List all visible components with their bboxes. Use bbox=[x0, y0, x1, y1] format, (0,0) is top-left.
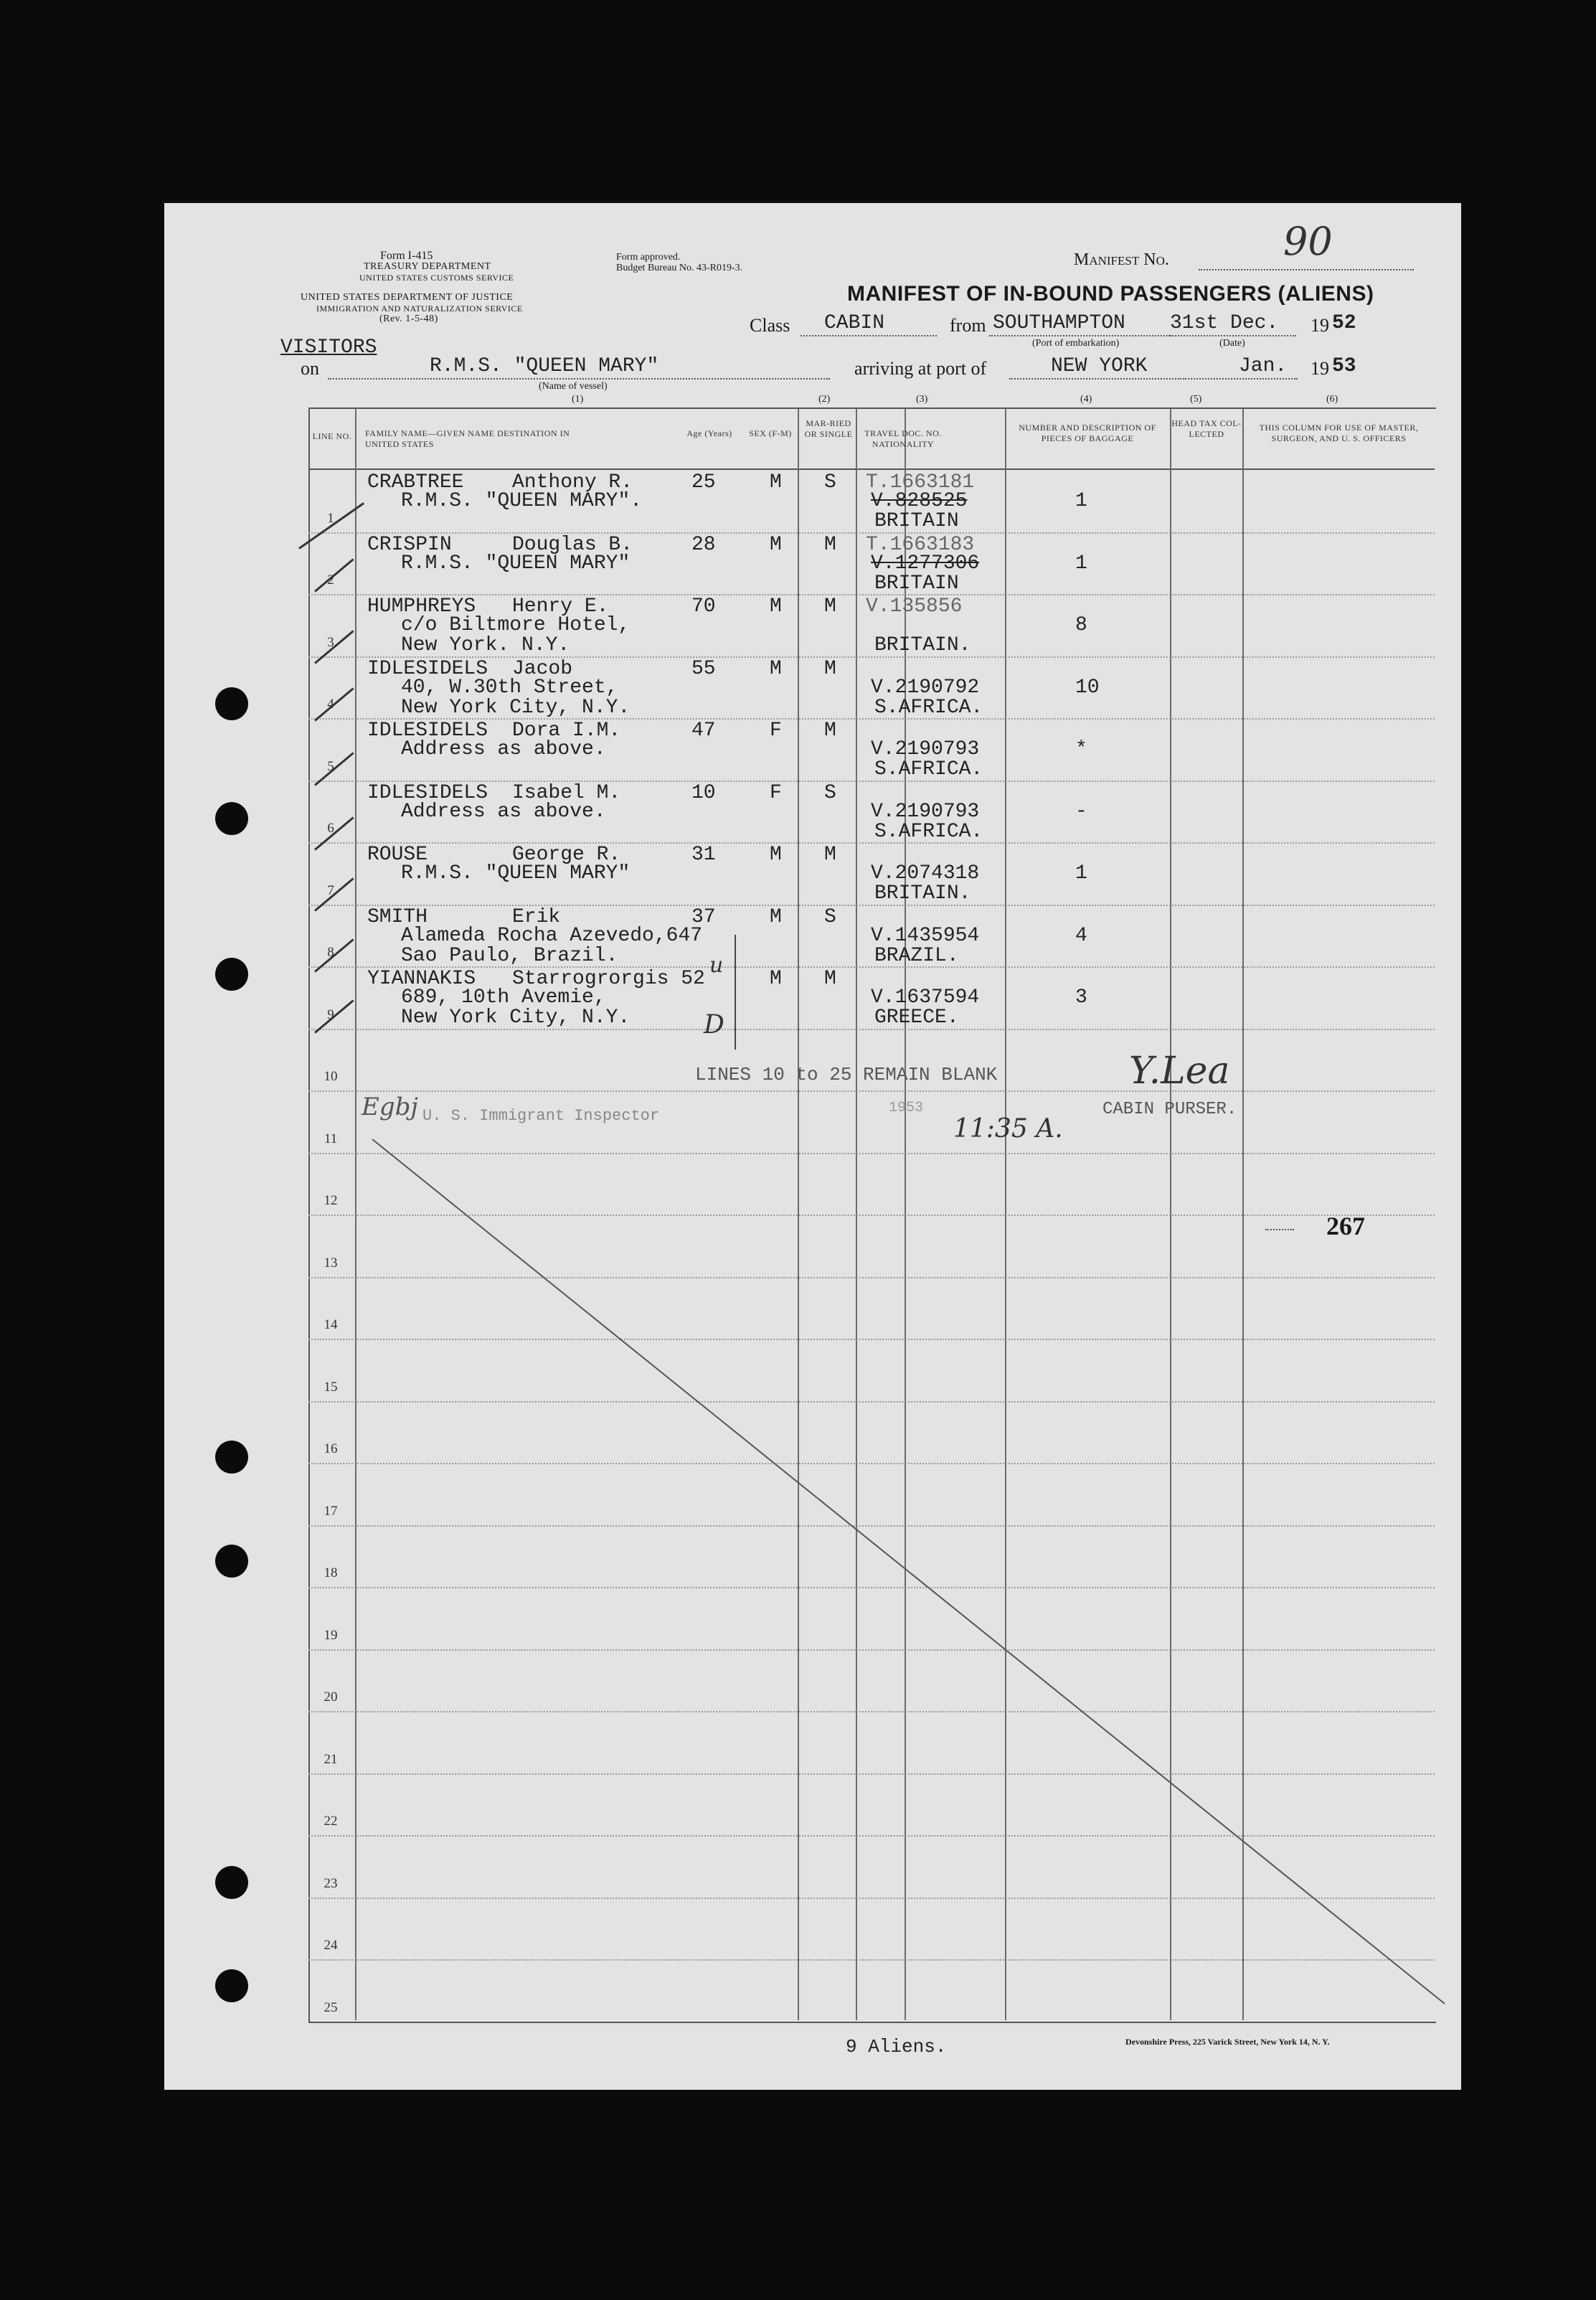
line-number: 22 bbox=[324, 1814, 338, 1829]
hand-mark-d: D bbox=[704, 1010, 724, 1040]
form-approved: Form approved. bbox=[616, 252, 681, 263]
line-number: 8 bbox=[327, 945, 334, 960]
family-name: IDLESIDELS bbox=[367, 657, 488, 680]
given-name: Anthony R. bbox=[512, 471, 633, 494]
marital-status: S bbox=[824, 905, 836, 928]
vessel-name: R.M.S. "QUEEN MARY" bbox=[430, 355, 659, 377]
nationality: S.AFRICA. bbox=[874, 696, 983, 719]
budget-bureau: Budget Bureau No. 43-R019-3. bbox=[616, 263, 743, 273]
class-value: CABIN bbox=[824, 312, 885, 334]
line-number: 1 bbox=[327, 510, 334, 526]
col-num-3: (3) bbox=[916, 394, 928, 405]
baggage-count: 4 bbox=[1075, 924, 1087, 947]
destination: 40, W.30th Street, bbox=[401, 676, 618, 699]
from-label: from bbox=[950, 315, 986, 336]
line-number: 23 bbox=[324, 1875, 338, 1891]
col-num-2: (2) bbox=[818, 394, 831, 405]
destination-2: Sao Paulo, Brazil. bbox=[401, 944, 618, 967]
manifest-no-value: 90 bbox=[1283, 219, 1333, 264]
sex: M bbox=[770, 533, 782, 556]
travel-doc-2: V.828525 bbox=[871, 490, 968, 512]
family-name: CRISPIN bbox=[367, 533, 452, 556]
line-number: 18 bbox=[324, 1565, 338, 1580]
age: 28 bbox=[691, 533, 716, 556]
family-name: SMITH bbox=[367, 905, 428, 928]
stamp-time: 11:35 A. bbox=[953, 1114, 1063, 1144]
family-name: IDLESIDELS bbox=[367, 720, 488, 742]
stamp-year: 1953 bbox=[889, 1100, 924, 1116]
baggage-count: 1 bbox=[1075, 490, 1087, 512]
sex: M bbox=[770, 657, 782, 680]
sex: M bbox=[770, 905, 782, 928]
line-number: 17 bbox=[324, 1503, 338, 1519]
purser-signature: Y.Lea bbox=[1129, 1050, 1230, 1093]
sex: M bbox=[770, 595, 782, 618]
baggage-count: 3 bbox=[1075, 986, 1087, 1009]
col-head-headtax: HEAD TAX COL-LECTED bbox=[1171, 418, 1242, 439]
nationality: GREECE. bbox=[874, 1007, 959, 1029]
given-name: Erik bbox=[512, 905, 561, 928]
col-head-married: MAR-RIED OR SINGLE bbox=[804, 418, 853, 439]
line-number: 21 bbox=[324, 1751, 338, 1767]
lines-blank-note: LINES 10 to 25 REMAIN BLANK bbox=[695, 1064, 998, 1085]
nationality: S.AFRICA. bbox=[874, 820, 983, 843]
sex: F bbox=[770, 720, 782, 742]
line-number: 5 bbox=[327, 758, 334, 774]
line-number: 16 bbox=[324, 1441, 338, 1456]
given-name: Jacob bbox=[512, 657, 573, 680]
line-number: 9 bbox=[327, 1007, 334, 1022]
date-caption: (Date) bbox=[1219, 338, 1245, 349]
sex: M bbox=[770, 968, 782, 990]
form-number: Form I-415 bbox=[380, 250, 433, 262]
visitors-label: VISITORS bbox=[280, 336, 377, 359]
nationality: BRAZIL. bbox=[874, 944, 959, 967]
col-head-baggage: NUMBER AND DESCRIPTION OF PIECES OF BAGGAGE bbox=[1019, 423, 1156, 443]
marital-status: M bbox=[824, 595, 836, 618]
purser-title: CABIN PURSER. bbox=[1102, 1100, 1237, 1119]
baggage-count: - bbox=[1075, 800, 1087, 823]
marital-status: M bbox=[824, 533, 836, 556]
sex: M bbox=[770, 844, 782, 866]
line-number: 25 bbox=[324, 1999, 338, 2015]
year2-suffix: 53 bbox=[1332, 355, 1356, 377]
col-head-name: FAMILY NAME—GIVEN NAME DESTINATION IN UNITED STATES bbox=[365, 428, 570, 449]
baggage-count: 1 bbox=[1075, 862, 1087, 885]
given-name: Dora I.M. bbox=[512, 720, 621, 742]
age: 70 bbox=[691, 595, 716, 618]
marital-status: M bbox=[824, 968, 836, 990]
travel-doc-2: V.1637594 bbox=[871, 986, 980, 1009]
total-aliens: 9 Aliens. bbox=[846, 2036, 947, 2058]
family-name: CRABTREE bbox=[367, 471, 464, 494]
travel-doc-1: T.1663183 bbox=[866, 533, 975, 556]
year1-suffix: 52 bbox=[1332, 312, 1356, 334]
given-name: Henry E. bbox=[512, 595, 609, 618]
travel-doc-1: T.1663181 bbox=[866, 471, 975, 494]
destination-2: New York. N.Y. bbox=[401, 634, 570, 656]
baggage-count: 10 bbox=[1075, 676, 1100, 699]
arriving-port: NEW YORK bbox=[1051, 355, 1148, 377]
line-number: 15 bbox=[324, 1379, 338, 1395]
nationality: BRITAIN. bbox=[874, 882, 971, 905]
revision: (Rev. 1-5-48) bbox=[379, 314, 438, 324]
treasury-dept: TREASURY DEPARTMENT bbox=[364, 261, 491, 272]
class-label: Class bbox=[750, 315, 790, 336]
destination: 689, 10th Avemie, bbox=[401, 986, 606, 1009]
printer-note: Devonshire Press, 225 Varick Street, New York 14, N. Y. bbox=[1125, 2037, 1330, 2047]
ins-service: IMMIGRATION AND NATURALIZATION SERVICE bbox=[316, 303, 523, 314]
destination: c/o Biltmore Hotel, bbox=[401, 614, 631, 636]
line-number: 4 bbox=[327, 697, 334, 712]
col-num-5: (5) bbox=[1190, 394, 1202, 405]
sex: M bbox=[770, 471, 782, 494]
destination: R.M.S. "QUEEN MARY". bbox=[401, 490, 643, 512]
age: 55 bbox=[691, 657, 716, 680]
family-name: ROUSE bbox=[367, 844, 428, 866]
col-num-4: (4) bbox=[1080, 394, 1092, 405]
destination-2: New York City, N.Y. bbox=[401, 1007, 631, 1029]
on-label: on bbox=[301, 358, 319, 379]
given-name: George R. bbox=[512, 844, 621, 866]
line-number: 3 bbox=[327, 634, 334, 650]
marital-status: M bbox=[824, 844, 836, 866]
col-head-age: Age (Years) bbox=[686, 428, 732, 438]
line-number: 20 bbox=[324, 1689, 338, 1705]
arriving-label: arriving at port of bbox=[854, 358, 987, 379]
inspector-stamp: U. S. Immigrant Inspector bbox=[422, 1107, 660, 1125]
family-name: IDLESIDELS bbox=[367, 781, 488, 804]
customs-service: UNITED STATES CUSTOMS SERVICE bbox=[359, 273, 514, 283]
nationality: BRITAIN bbox=[874, 510, 959, 532]
marital-status: S bbox=[824, 781, 836, 804]
destination: Alameda Rocha Azevedo,647 bbox=[401, 924, 703, 947]
marital-status: M bbox=[824, 720, 836, 742]
line-number: 11 bbox=[324, 1131, 338, 1146]
age: 47 bbox=[691, 720, 716, 742]
given-name: Isabel M. bbox=[512, 781, 621, 804]
family-name: YIANNAKIS bbox=[367, 968, 476, 990]
travel-doc-2: V.2190793 bbox=[871, 738, 980, 760]
age: 31 bbox=[691, 844, 716, 866]
baggage-count: 8 bbox=[1075, 614, 1087, 636]
line-number: 7 bbox=[327, 882, 334, 898]
col-num-6: (6) bbox=[1326, 394, 1338, 405]
year2-prefix: 19 bbox=[1311, 358, 1329, 379]
year1-prefix: 19 bbox=[1311, 315, 1329, 336]
nationality: BRITAIN. bbox=[874, 634, 971, 656]
inspector-signature: Egbj bbox=[362, 1093, 418, 1121]
line-number: 13 bbox=[324, 1255, 338, 1271]
arrival-date: Jan. bbox=[1239, 355, 1288, 377]
manifest-page bbox=[164, 203, 1461, 2090]
line-number: 19 bbox=[324, 1627, 338, 1643]
nationality: BRITAIN bbox=[874, 572, 959, 595]
destination-2: New York City, N.Y. bbox=[401, 696, 631, 719]
destination: R.M.S. "QUEEN MARY" bbox=[401, 862, 631, 885]
line-number: 2 bbox=[327, 572, 334, 588]
baggage-count: 1 bbox=[1075, 552, 1087, 575]
cancel-line bbox=[164, 203, 1461, 2090]
sex: F bbox=[770, 781, 782, 804]
col-num-1: (1) bbox=[572, 394, 584, 405]
age: 25 bbox=[691, 471, 716, 494]
manifest-title: MANIFEST OF IN-BOUND PASSENGERS (ALIENS) bbox=[847, 282, 1374, 306]
given-name: Starrogrorgis 52 bbox=[512, 968, 705, 990]
port-of-embarkation: SOUTHAMPTON bbox=[993, 312, 1125, 334]
manifest-no-label: Manifest No. bbox=[1074, 250, 1169, 269]
destination: R.M.S. "QUEEN MARY" bbox=[401, 552, 631, 575]
page-number: 267 bbox=[1326, 1212, 1365, 1240]
marital-status: M bbox=[824, 657, 836, 680]
line-number: 6 bbox=[327, 821, 334, 836]
col-head-sex: SEX (F-M) bbox=[749, 428, 792, 438]
baggage-count: * bbox=[1075, 738, 1087, 760]
col-head-officer: THIS COLUMN FOR USE OF MASTER, SURGEON, AND U. S. OFFICERS bbox=[1259, 423, 1419, 443]
travel-doc-1: V.135856 bbox=[866, 595, 963, 618]
travel-doc-2: V.2074318 bbox=[871, 862, 980, 885]
family-name: HUMPHREYS bbox=[367, 595, 476, 618]
vessel-caption: (Name of vessel) bbox=[539, 381, 608, 392]
port-caption: (Port of embarkation) bbox=[1032, 338, 1120, 349]
travel-doc-2: V.1435954 bbox=[871, 924, 980, 947]
col-head-line: LINE NO. bbox=[312, 431, 352, 441]
age: 37 bbox=[691, 905, 716, 928]
line-number: 12 bbox=[324, 1193, 338, 1208]
age: 10 bbox=[691, 781, 716, 804]
given-name: Douglas B. bbox=[512, 533, 633, 556]
travel-doc-2: V.2190792 bbox=[871, 676, 980, 699]
line-number: 10 bbox=[324, 1069, 338, 1084]
col-head-travel: TRAVEL DOC. NO. NATIONALITY bbox=[864, 428, 942, 449]
travel-doc-2: V.1277306 bbox=[871, 552, 980, 575]
marital-status: S bbox=[824, 471, 836, 494]
embark-date: 31st Dec. bbox=[1170, 312, 1279, 334]
travel-doc-2: V.2190793 bbox=[871, 800, 980, 823]
hand-mark-u: u bbox=[709, 953, 724, 978]
line-number: 14 bbox=[324, 1317, 338, 1332]
destination: Address as above. bbox=[401, 738, 606, 760]
destination: Address as above. bbox=[401, 800, 606, 823]
nationality: S.AFRICA. bbox=[874, 758, 983, 781]
justice-dept: UNITED STATES DEPARTMENT OF JUSTICE bbox=[301, 292, 514, 303]
line-number: 24 bbox=[324, 1938, 338, 1953]
